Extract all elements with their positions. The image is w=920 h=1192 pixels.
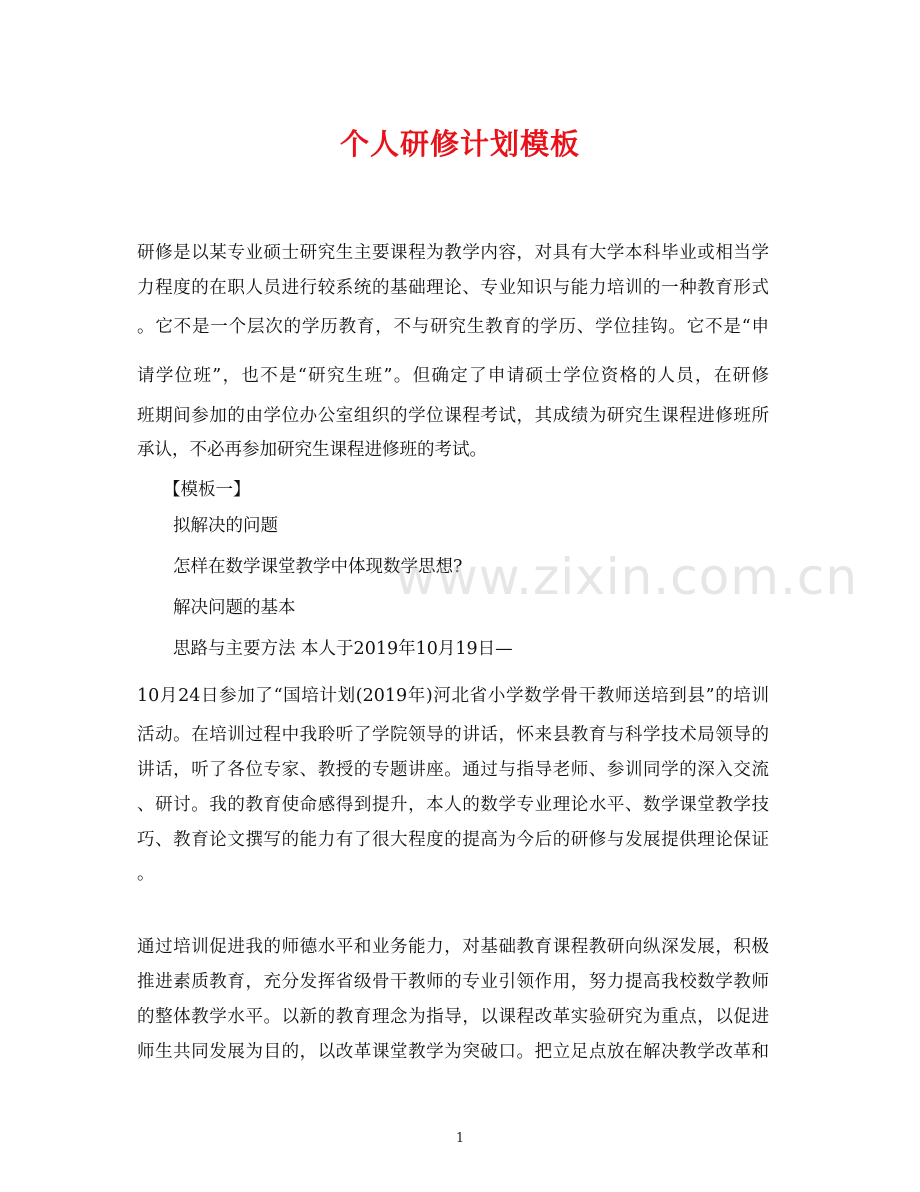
paragraph-line: 请学位班”，也不是“研究生班”。但确定了申请硕士学位资格的人员，在研修 [137,366,769,386]
paragraph-line: 师生共同发展为目的，以改革课堂教学为突破口。把立足点放在解决教学改革和 [137,1042,769,1062]
paragraph-line: 的整体教学水平。以新的教育理念为指导，以课程改革实验研究为重点，以促进 [137,1007,769,1027]
paragraph-line: 通过培训促进我的师德水平和业务能力，对基础教育课程教研向纵深发展，积极 [137,937,769,957]
page-number: 1 [455,1131,465,1146]
paragraph-line: 力程度的在职人员进行较系统的基础理论、专业知识与能力培训的一种教育形式 [137,278,769,298]
paragraph-line: 思路与主要方法 本人于2019年10月19日— [173,639,513,659]
paragraph-line: 10月24日参加了“国培计划(2019年)河北省小学数学骨干教师送培到县”的培训 [137,686,769,706]
section-heading: 【模板一】 [163,480,251,500]
paragraph-line: 、研讨。我的教育使命感得到提升，本人的数学专业理论水平、数学课堂教学技 [137,795,769,815]
document-title: 个人研修计划模板 [339,127,580,161]
paragraph-line: 。 [137,864,155,884]
watermark: www.zixin.com.cn [395,548,859,606]
paragraph-line: 讲话，听了各位专家、教授的专题讲座。通过与指导老师、参训同学的深入交流 [137,760,769,780]
paragraph-line: 解决问题的基本 [173,598,296,618]
paragraph-line: 研修是以某专业硕士研究生主要课程为教学内容，对具有大学本科毕业或相当学 [137,243,769,263]
paragraph-line: 推进素质教育，充分发挥省级骨干教师的专业引领作用，努力提高我校数学教师 [137,972,769,992]
paragraph-line: 怎样在数学课堂教学中体现数学思想? [173,557,463,577]
paragraph-line: 巧、教育论文撰写的能力有了很大程度的提高为今后的研修与发展提供理论保证 [137,830,769,850]
paragraph-line: 承认，不必再参加研究生课程进修班的考试。 [137,440,487,460]
paragraph-line: 。它不是一个层次的学历教育，不与研究生教育的学历、学位挂钩。它不是“申 [137,317,769,337]
paragraph-line: 活动。在培训过程中我聆听了学院领导的讲话，怀来县教育与科学技术局领导的 [137,725,769,745]
paragraph-line: 拟解决的问题 [173,516,278,536]
paragraph-line: 班期间参加的由学位办公室组织的学位课程考试，其成绩为研究生课程进修班所 [137,406,769,426]
